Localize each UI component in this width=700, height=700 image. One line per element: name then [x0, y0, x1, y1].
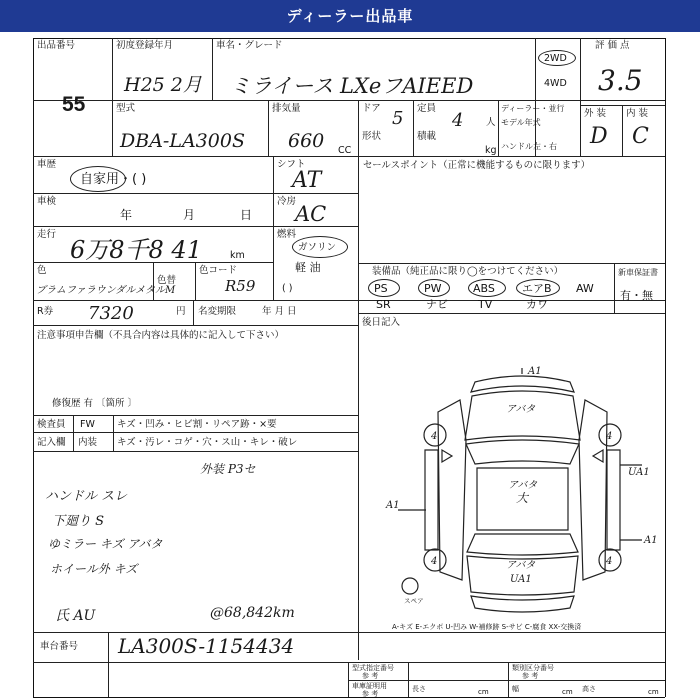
history-circle: [70, 166, 126, 192]
fuel-gasoline: ガソリン: [298, 242, 337, 253]
model-type-label: 型式: [116, 103, 136, 114]
model-year-label: モデル年式: [501, 118, 541, 127]
row-line-2: [33, 156, 665, 157]
type-cert-ref: 参 考: [362, 672, 379, 680]
diagram-rear2-text: UA1: [510, 574, 532, 585]
ext-items: キズ・凹み・ヒビ割・リペア跡・×要: [117, 419, 277, 430]
col-disp: [268, 100, 269, 156]
interior-grade: C: [632, 124, 649, 149]
color-value: ブラムファラウンダルメタルM: [36, 285, 176, 296]
col-grade: [622, 105, 623, 156]
col-entry: [73, 415, 74, 451]
history-label: 車歴: [37, 159, 57, 170]
col-lot: [112, 38, 113, 156]
col-cap: [413, 100, 414, 156]
note-exterior: 外装 P3セ: [200, 462, 256, 476]
equip-ps-circle: [368, 279, 400, 297]
capacity-value: 4: [452, 110, 464, 131]
damage-legend: A-キズ E-エクボ U-凹み W-補修跡 S-サビ C-腐食 XX-交換済: [392, 623, 582, 631]
color-label: 色: [37, 265, 47, 276]
color-code-value: R59: [225, 277, 256, 295]
width-cm: cm: [562, 688, 573, 696]
drive-2wd-label: 2WD: [544, 53, 567, 64]
doors-value: 5: [392, 108, 404, 129]
mileage-value: 6万8千8 41: [70, 236, 202, 264]
width-label: 幅: [512, 685, 519, 693]
note-line6: @68,842km: [210, 605, 295, 621]
first-reg-value: H25 2月: [124, 74, 202, 96]
equip-pw-circle: [418, 279, 450, 297]
equip-ab: エアB: [522, 282, 552, 295]
interior-label: 内 装: [626, 108, 649, 119]
row-line-9: [33, 432, 358, 433]
equip-ab-circle: [516, 279, 560, 297]
frame-left: [33, 38, 34, 697]
recycle-value: 7320: [88, 303, 134, 324]
tire-mark-fl: 4: [431, 431, 438, 442]
diagram-roof-text: アバタ: [508, 480, 538, 491]
inspector-label: 検査員: [37, 419, 66, 430]
diagram-top-text: A1: [528, 366, 542, 377]
entry-column-label: 記入欄: [37, 437, 66, 448]
model-grade-value: ミライース LXeフAIEED: [230, 74, 474, 98]
aircon-label: 冷房: [277, 196, 297, 207]
fuel-paren: ( ): [282, 283, 293, 294]
cc-label: CC: [338, 145, 352, 156]
equip-bottom: [358, 313, 665, 314]
model-type-value: DBA-LA300S: [120, 130, 245, 152]
col-warranty: [614, 263, 615, 313]
equip-aw: AW: [576, 282, 594, 295]
note-line2: 下廻り S: [52, 514, 105, 529]
doors-label: ドア: [362, 103, 381, 114]
int-code: 内装: [78, 437, 98, 448]
shift-label: シフト: [277, 159, 306, 170]
aircon-value: AC: [295, 202, 327, 226]
type-cert-label: 型式指定番号: [352, 664, 394, 672]
class-no-ref: 参 考: [522, 672, 539, 680]
note-line5: 氏 AU: [55, 608, 96, 624]
row-line-11: [33, 632, 665, 633]
col-mid: [358, 100, 359, 660]
tire-mark-fr: 4: [606, 431, 613, 442]
equip-top: [358, 263, 665, 264]
inspection-label: 車検: [37, 196, 57, 207]
repair-label: 修復歴 有 〔箇所 〕: [52, 398, 138, 409]
row-line-7: [33, 325, 358, 326]
inspection-year: 年: [120, 208, 133, 222]
col-entry2: [113, 415, 114, 451]
sales-point-label: セールスポイント（正常に機能するものに限ります）: [363, 160, 591, 171]
frame-bottom: [33, 697, 665, 698]
height-cm: cm: [648, 688, 659, 696]
recycle-label: R券: [37, 306, 54, 317]
spare-label: スペア: [404, 597, 424, 605]
tire-mark-rl: 4: [431, 556, 438, 567]
inspection-month: 月: [183, 208, 196, 222]
yen-label: 円: [176, 306, 186, 317]
cert-mid: [348, 680, 665, 681]
reg-cert-label: 車庫証明用: [352, 682, 387, 690]
equip-abs-circle: [468, 279, 506, 297]
tire-mark-rr: 4: [606, 556, 613, 567]
first-reg-label: 初度登録年月: [116, 40, 174, 51]
exterior-label: 外 装: [584, 108, 607, 119]
dealer-import-label: ディーラー・並行: [501, 104, 565, 113]
model-grade-label: 車名・グレード: [216, 40, 283, 51]
ext-code: FW: [80, 419, 95, 430]
chassis-label: 車台番号: [40, 641, 79, 652]
reg-cert-ref: 参 考: [362, 690, 379, 698]
col-shift: [273, 156, 274, 300]
handle-label: ハンドル: [501, 142, 533, 151]
post-fit-label: 後日記入: [362, 317, 401, 328]
length-cm: cm: [478, 688, 489, 696]
warranty-yn: 有・無: [620, 289, 653, 302]
diagram-hood-text: アバタ: [506, 404, 536, 415]
score-value: 3.5: [598, 64, 643, 97]
frame-top: [33, 38, 665, 39]
kg-label: kg: [485, 145, 497, 156]
diagram-right2-text: A1: [644, 535, 658, 546]
note-line1: ハンドル スレ: [45, 489, 128, 504]
int-items: キズ・汚レ・コゲ・穴・ス山・キレ・破レ: [117, 437, 298, 448]
col-score: [580, 38, 581, 156]
notes-label: 注意事項申告欄（不具合内容は具体的に記入して下さい）: [37, 330, 285, 341]
equip-sr: SR: [376, 298, 391, 311]
lot-no-label: 出品番号: [37, 40, 76, 51]
aircon-line: [273, 226, 358, 227]
chassis-value: LA300S-1154434: [118, 634, 295, 658]
drive-4wd-label: 4WD: [544, 78, 567, 89]
note-line3: ゆミラー キズ アバタ: [48, 537, 163, 551]
row-line-6: [33, 300, 665, 301]
class-no-label: 類別区分番号: [512, 664, 554, 672]
inspection-day: 日: [240, 208, 253, 222]
height-label: 高さ: [582, 685, 596, 693]
color-code-label: 色コード: [199, 265, 238, 276]
km-label: km: [230, 250, 245, 261]
diagram-left-text: A1: [386, 500, 400, 511]
diagram-right-text: UA1: [628, 467, 650, 478]
equip-tv: TV: [478, 298, 493, 311]
header-title: ディーラー出品車: [0, 0, 700, 32]
shift-line: [273, 193, 358, 194]
lot-no-value: 55: [62, 93, 86, 116]
reg-expiry-label: 名変期限: [198, 306, 237, 317]
diagram-roof2-text: 大: [516, 491, 529, 505]
displacement-label: 排気量: [272, 103, 301, 114]
fuel-diesel: 軽 油: [295, 261, 321, 274]
shift-value: AT: [292, 168, 322, 193]
person-label: 人: [486, 117, 496, 128]
row-line-10: [33, 451, 358, 452]
equip-navi: ナビ: [426, 298, 448, 311]
color-change-label: 色替: [157, 275, 177, 286]
equip-pw: PW: [424, 282, 442, 295]
col-reg: [212, 38, 213, 100]
shape-label: 形状: [362, 131, 382, 142]
capacity-label: 定員: [417, 103, 437, 114]
handle-lr-label: 左・右: [533, 142, 557, 151]
mileage-label: 走行: [37, 229, 57, 240]
col-dealer: [498, 100, 499, 156]
diagram-rear-text: アバタ: [506, 560, 536, 571]
new-warranty-label: 新車保証書: [618, 268, 658, 277]
equipment-label: 装備品（純正品に限り◯をつけてください）: [372, 266, 564, 277]
col-colorcode: [195, 262, 196, 300]
history-options: 自家用・( ): [80, 172, 147, 187]
load-label: 積載: [417, 131, 437, 142]
exterior-grade: D: [590, 124, 608, 149]
equip-ps: PS: [374, 282, 388, 295]
row-line-8: [33, 415, 358, 416]
fuel-label: 燃料: [277, 229, 297, 240]
col-chassis: [108, 632, 109, 697]
equip-kawa: カワ: [526, 298, 548, 311]
displacement-value: 660: [288, 130, 325, 152]
row-line-1: [33, 100, 665, 101]
length-label: 長さ: [412, 685, 426, 693]
fuel-gasoline-circle: [292, 236, 348, 258]
reg-expiry-date: 年 月 日: [262, 306, 297, 317]
car-damage-diagram: [380, 360, 665, 622]
score-label: 評 価 点: [595, 40, 630, 51]
row-line-12: [33, 662, 665, 663]
note-line4: ホイール外 キズ: [50, 562, 138, 576]
equip-abs: ABS: [473, 282, 495, 295]
col-reg-expiry: [193, 300, 194, 325]
col-drive: [535, 38, 536, 156]
frame-right: [665, 38, 666, 697]
